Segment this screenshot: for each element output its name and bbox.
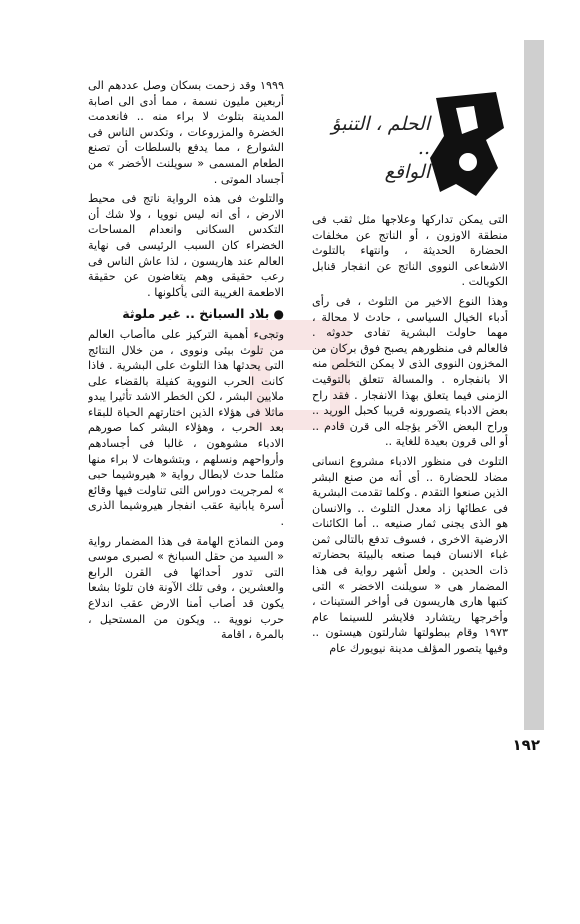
article-body [88,58,508,738]
paragraph: التى يمكن تداركها وعلاجها مثل ثقب فى منطقة الاوزون ، أو الناتج عن مخلفات الحضارة الحديثة ، وانتهاء بالتلوث الاشعاعى النووى الناتج عن انفجار قنابل الكوبالت . [312,213,508,289]
title-line-2: الواقع [384,161,430,183]
paragraph: التلوث فى منظور الادباء مشروع انسانى مضاد للحضارة .. أى أنه من صنع البشر الذين صنعوا التقدم . وكلما تقدمت البشرية فى عطائها زاد معدل التلوث .. والانسان هو الذى يجنى ثمار صنيعه .. أما الكائنات الارضية الاخرى ، فسوف تدفع بالتالى ثمن غباء الانسان فيما صنعه بالبيئة بحضارته ذات الحدين . ولعل أشهر رواية فى هذا المضمار هى « سويلنت الاخضر » التى كتبها هارى هاريسون فى أواخر الستينات ، وأخرجها ريتشارد فلايشر للسينما عام ١٩٧٣ وقام ببطولتها شارلتون هيستون .. وفيها يتصور المؤلف مدينة نيويورك عام [312,454,508,656]
article-title-block [312,58,508,208]
title-illustration [426,88,508,200]
title-line-1: الحلم ، التنبؤ .. [331,113,430,159]
paragraph: ومن النماذج الهامة فى هذا المضمار رواية « السيد من حقل السبانخ » لصبرى موسى التى تدور أحداثها فى القرن الرابع والعشرين ، وفى تلك الآونة فان تلوثا بشعا يكون قد أصاب أمنا الارض عقب اندلاع حرب نووية .. ويكون من المستحيل ، بالمرة ، اقامة [88,534,284,642]
right-column [312,58,508,738]
paragraph: وهذا النوع الاخير من التلوث ، فى رأى أدباء الخيال السياسى ، حادث لا محالة ، مهما حاولت البشرية تفادى حدوثه . فالعالم فى منظورهم يصبح فوق بركان من المخزون النووى الذى لا يمكن التخلص منه الا بانفجاره . والمسالة تتعلق بالتوقيت الزمنى فيما يتعلق بهذا الانفجار . فقد راح بعض الادباء يتصورونه قريبا كحبل الوريد .. وراح البعض الآخر يؤجله الى قرن قادم .. أو الى قرون بعيدة للغاية .. [312,294,508,449]
page-edge-strip [524,40,544,730]
paragraph: وتجىء أهمية التركيز على ماأصاب العالم من تلوث بيئى ونووى ، من خلال النتائج التى يحدثها هذا التلوث على البشرية . فاذا كانت الحرب النووية كفيلة بالقضاء على ملايين البشر ، لكن الخطر الاشد تأثيرا يبدو ماثلا فى هؤلاء الذين اختارتهم الحياة للبقاء بعد الحرب ، وهؤلاء البشر كما صورهم الادباء مشوهون ، غالبا فى أجسادهم وأرواحهم ونسلهم ، وبتشوهات لا براء منها مثلما حدث لابطال رواية « هيروشيما حبى » لمرجريت دوراس التى تناولت فيها وقائع أسرة يابانية عقب انفجار هيروشيما الذرى . [88,327,284,529]
section-subheading: ● بلاد السبانخ .. غير ملوثة [88,306,284,323]
paragraph: والتلوث فى هذه الرواية ناتج فى محيط الارض ، أى انه ليس نوويا ، ولا شك أن التكدس السكانى وانعدام المساحات الخضراء كان السبب الرئيسى فى نهاية العالم عند هاريسون ، لذا عاش الناس فى رعب حقيقى وهم يتغاضون عن حقيقة الاطعمة الغريبة التى يأكلونها . [88,192,284,299]
article-title [320,112,430,184]
paragraph: ١٩٩٩ وقد زحمت بسكان وصل عددهم الى أربعين مليون نسمة ، مما أدى الى اصابة المدينة بتلوث لا براء منه .. فانعدمت الخضرة والمزروعات ، وتكدس الناس فى الشوارع ، مما يدفع بالسلطات أن تصنع الطعام المسمى « سويلنت الأخضر » من أجساد الموتى . [88,79,284,186]
left-column [88,78,284,758]
page-number: ١٩٢ [512,736,540,754]
